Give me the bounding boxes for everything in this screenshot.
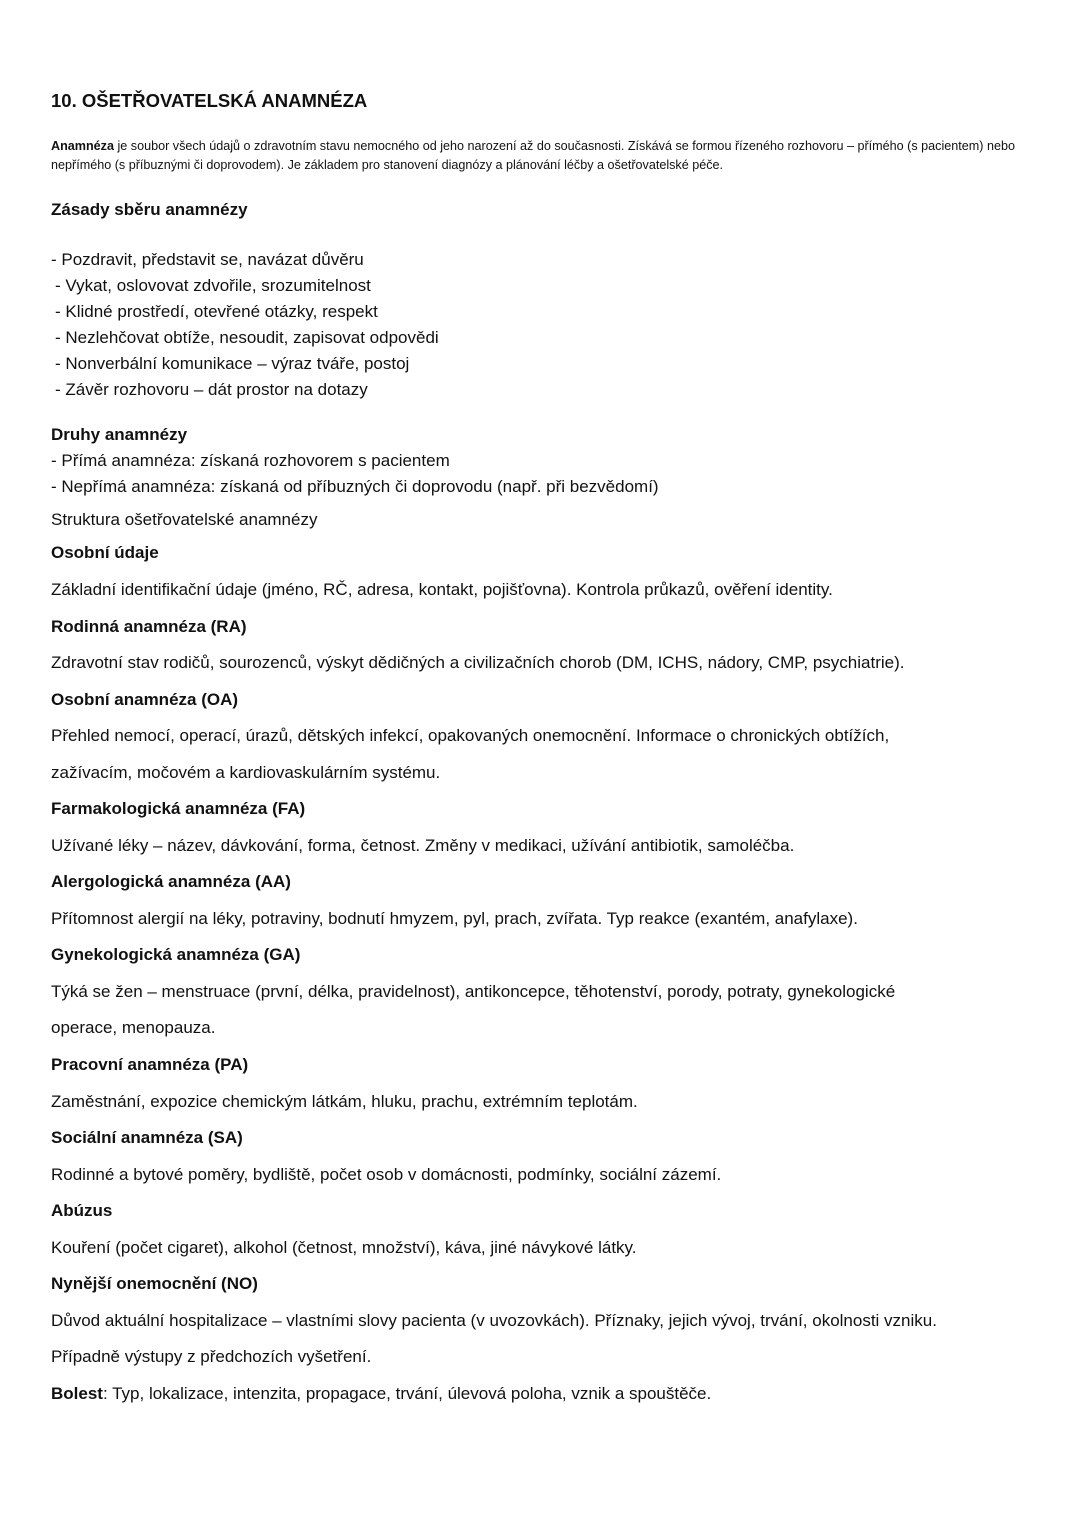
- intro-term: Anamnéza: [51, 139, 114, 153]
- aa-heading: Alergologická anamnéza (AA): [51, 872, 291, 891]
- struktura-heading: Struktura ošetřovatelské anamnézy: [51, 510, 318, 529]
- druhy-item: - Přímá anamnéza: získaná rozhovorem s pacientem: [51, 451, 450, 470]
- zasady-list: [51, 247, 439, 403]
- pa-text: Zaměstnání, expozice chemickým látkám, hluku, prachu, extrémním teplotám.: [51, 1092, 638, 1111]
- no-text-line: Důvod aktuální hospitalizace – vlastními slovy pacienta (v uvozovkách). Příznaky, jejich vývoj, trvání, okolnosti vzniku.: [51, 1311, 937, 1330]
- abuzus-heading: Abúzus: [51, 1201, 113, 1220]
- sa-heading: Sociální anamnéza (SA): [51, 1128, 243, 1147]
- aa-text: Přítomnost alergií na léky, potraviny, bodnutí hmyzem, pyl, prach, zvířata. Typ reakce (exantém, anafylaxe).: [51, 909, 858, 928]
- list-item: - Pozdravit, představit se, navázat důvěru: [51, 250, 364, 269]
- ga-text-line: operace, menopauza.: [51, 1018, 216, 1037]
- no-heading: Nynější onemocnění (NO): [51, 1274, 258, 1293]
- osobni-udaje-heading: Osobní údaje: [51, 543, 159, 562]
- oa-text-line: zažívacím, močovém a kardiovaskulárním systému.: [51, 763, 441, 782]
- intro-paragraph: [51, 137, 1036, 175]
- list-item: - Klidné prostředí, otevřené otázky, respekt: [55, 302, 378, 321]
- list-item: - Závěr rozhovoru – dát prostor na dotazy: [55, 380, 368, 399]
- sa-text: Rodinné a bytové poměry, bydliště, počet osob v domácnosti, podmínky, sociální zázemí.: [51, 1165, 722, 1184]
- bolest-text: : Typ, lokalizace, intenzita, propagace, trvání, úlevová poloha, vznik a spouštěče.: [102, 1384, 712, 1403]
- fa-text: Užívané léky – název, dávkování, forma, četnost. Změny v medikaci, užívání antibiotik, samoléčba.: [51, 836, 795, 855]
- list-item: - Vykat, oslovovat zdvořile, srozumitelnost: [55, 276, 371, 295]
- fa-heading: Farmakologická anamnéza (FA): [51, 799, 306, 818]
- abuzus-text: Kouření (počet cigaret), alkohol (četnost, množství), káva, jiné návykové látky.: [51, 1238, 637, 1257]
- list-item: - Nonverbální komunikace – výraz tváře, postoj: [55, 354, 410, 373]
- bolest-label: Bolest: [51, 1384, 103, 1403]
- list-item: - Nezlehčovat obtíže, nesoudit, zapisovat odpovědi: [55, 328, 439, 347]
- ga-heading: Gynekologická anamnéza (GA): [51, 945, 301, 964]
- no-text-line: Případně výstupy z předchozích vyšetření.: [51, 1347, 372, 1366]
- druhy-item: - Nepřímá anamnéza: získaná od příbuzných či doprovodu (např. při bezvědomí): [51, 477, 659, 496]
- oa-heading: Osobní anamnéza (OA): [51, 690, 239, 709]
- bolest-line: [51, 1384, 711, 1404]
- document-title: 10. OŠETŘOVATELSKÁ ANAMNÉZA: [51, 90, 368, 111]
- oa-text-line: Přehled nemocí, operací, úrazů, dětských infekcí, opakovaných onemocnění. Informace o chronických obtížích,: [51, 726, 890, 745]
- ra-text: Zdravotní stav rodičů, sourozenců, výskyt dědičných a civilizačních chorob (DM, ICHS, nádory, CMP, psychiatrie).: [51, 653, 905, 672]
- pa-heading: Pracovní anamnéza (PA): [51, 1055, 249, 1074]
- ga-text-line: Týká se žen – menstruace (první, délka, pravidelnost), antikoncepce, těhotenství, porody, potraty, gynekologické: [51, 982, 896, 1001]
- intro-text: je soubor všech údajů o zdravotním stavu nemocného od jeho narození až do současnosti. Získává se formou řízeného rozhovoru – přímého (s pacientem) nebo nepřímého (s příbuznými či doprovodem). Je základem pro stanovení diagnózy a plánování léčby a ošetřovatelské péče.: [51, 139, 1015, 172]
- druhy-heading: Druhy anamnézy: [51, 425, 188, 444]
- ra-heading: Rodinná anamnéza (RA): [51, 617, 247, 636]
- osobni-udaje-text: Základní identifikační údaje (jméno, RČ, adresa, kontakt, pojišťovna). Kontrola průkazů, ověření identity.: [51, 580, 833, 599]
- zasady-heading: Zásady sběru anamnézy: [51, 200, 248, 219]
